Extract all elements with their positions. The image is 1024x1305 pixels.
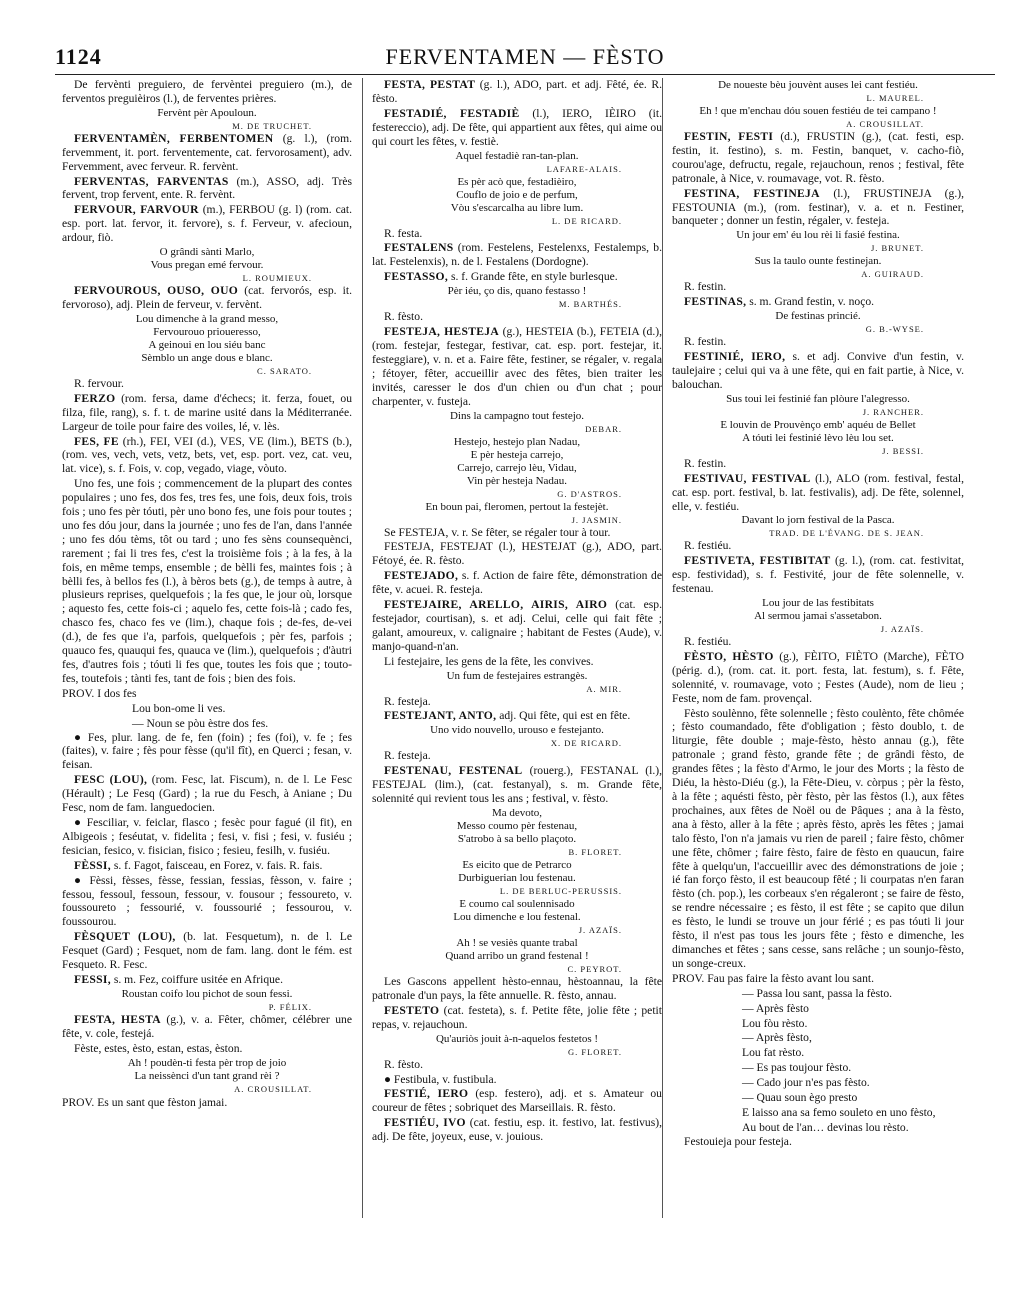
proverb-line: — Passa lou sant, passa la fèsto. <box>742 986 893 1000</box>
quote-line: E louvin de Prouvènço emb' aquéu de Bellet <box>720 418 916 431</box>
proverb-line: PROV. I dos fes <box>62 686 137 700</box>
headword: FERZO <box>74 391 116 405</box>
quote-author: L. DE BERLUC-PERUSSIS. <box>499 886 622 896</box>
entry-text: (d.), FRUSTIN (g.), (cat. festi, esp. festin, it. festino), s. m. Festin, banquet, v. cacho-fiò, courou'age, defructu, regale, rejauchoun, renos ; festival, fête patronale, à Nice, v. roumavage, vot. R. fèsto. <box>672 130 964 185</box>
quote-line: Messo coumo pèr festenau, <box>456 820 578 832</box>
entry-text: R. festa. <box>384 226 423 240</box>
quote-line: Pèr iéu, ço dis, quano festasso ! <box>447 285 587 298</box>
headword: FESSI, <box>74 972 111 986</box>
proverb-line: Au bout de l'an… devinas lou rèsto. <box>742 1120 909 1134</box>
entry-paragraph <box>372 598 662 654</box>
quotation <box>372 501 662 526</box>
quotation <box>372 150 662 175</box>
entry-text: R. festeja. <box>384 694 431 708</box>
quotation <box>372 410 662 435</box>
entry-paragraph <box>672 335 964 349</box>
quote-author: M. DE TRUCHET. <box>232 120 312 131</box>
quote-line: A geinoui en lou siéu banc <box>148 338 266 351</box>
entry-text: R. festin. <box>684 456 727 470</box>
quotation <box>672 419 964 457</box>
entry-text: (rom. fersa, dame d'échecs; it. ferza, fouet, ou filza, file, rang), s. f. t. de marine usité dans la Méditerranée. Largeur de toile pour faire des voiles, lé, v. lès. <box>62 391 352 433</box>
entry-paragraph <box>372 107 662 149</box>
headword: FESTASSO, <box>384 270 449 284</box>
proverb-line: — Après fèsto <box>742 1001 809 1015</box>
headword: FERVOUR, FARVOUR <box>74 203 199 217</box>
quotation <box>372 176 662 227</box>
quote-author: J. BRUNET. <box>870 243 924 254</box>
quote-line: Carrejo, carrejo lèu, Vidau, <box>457 461 577 474</box>
entry-text: R. festeja. <box>384 749 431 763</box>
headword: FESTEJADO, <box>384 569 459 583</box>
entry-text: Se FESTEJA, v. r. Se fêter, se régaler tour à tour. <box>384 525 611 539</box>
quotation <box>372 436 662 500</box>
entry-paragraph <box>372 540 662 568</box>
quote-line: Vin pèr hesteja Nadau. <box>466 474 568 487</box>
entry-paragraph <box>672 1135 964 1149</box>
entry-text: Fèsto soulènno, fête solennelle ; fèsto coulènto, fête chômée ; fèsto coumandado, fête d'obligation ; fèsto doublo, t. de liturgie, fête double ; maje-fèsto, hèsto annau (g.), fête patronale ; grand fèsto, grande fête ; de grândi fèsto, de grandes fêtes ; la fèsto d'Armo, le jour des Morts ; la fèsto de Diéu, la hèsto-Diéu (g.), la Fête-Dieu, v. còrpus ; pèr la fèsto, à la fête ; aquésti fèsto, pèr fèsto, pèr las fèstos (l.), aux fêtes prochaines, aux fêtes de Noël ou de Pâques ; ana à la fèsto, ana à fèsto, aller à la fête ; après fèsto, après les fêtes ; jamai talo fèsto, l'on n'a jamais vu rien de pareil ; faire fèsto, chômer une fête, chômer ; faire fèsto, faire de fèsto en quaucun, faire fête à quelqu'un, l'accueillir avec des démonstrations de joie ; ié fan forço fèsto, il est beaucoup fêté ; li courpatas n'en faran fèsto (ch. pop.), les corbeaux s'en régaleront ; se faire de fèsto, se rendre nécessaire ; es fèsto, il est fête ; se capito que dilun es fèsto, le lundi se trouve un jour férié ; es pas tóuti li jour fèsto, il n'est pas tous les jours fête ; fèsto e dimenche, les dimanches et fêtes ; sans cesse, sans relâche ; un sounjo-fèsto, un songe-creux. <box>672 706 964 970</box>
quotation <box>672 255 964 280</box>
entry-text: (cat. fervorós, esp. it. fervoroso), adj. Plein de ferveur, v. fervènt. <box>62 284 352 311</box>
entry-text: s. f. Fagot, faisceau, en Forez, v. fais. R. fais. <box>113 858 323 872</box>
entry-paragraph <box>62 203 352 245</box>
quote-line: Hestejo, hestejo plan Nadau, <box>453 435 581 448</box>
entry-paragraph <box>372 1087 662 1115</box>
quotation <box>672 105 964 130</box>
entry-text: s. f. Grande fête, en style burlesque. <box>450 270 618 284</box>
headword: FESTEJAIRE, ARELLO, AIRIS, AIRO <box>384 598 608 612</box>
entry-text: (g.), v. a. Fêter, chômer, célébrer une fête, v. cole, festejá. <box>62 1012 352 1040</box>
headword: FESTIN, FESTI <box>684 130 774 143</box>
quotation <box>372 724 662 749</box>
entry-paragraph <box>672 472 964 514</box>
quote-author: LAFARE-ALAIS. <box>546 163 622 174</box>
quote-author: G. D'ASTROS. <box>557 488 622 499</box>
entry-text: (l.), FRUSTINEJA (g.), FESTOUNIA (m.), (rom. festinar), v. a. et n. Festiner, banqueter ; donner un festin, régaler, v. festeja. <box>672 186 964 228</box>
entry-text: (cat. esp. festejador, courtisan), s. et adj. Celui, celle qui fait fête ; galant, amoureux, v. calignaire ; habitant de Festes (Aude), v. manjo-quand-n'an. <box>372 598 662 653</box>
quote-author: DEBAR. <box>585 423 622 434</box>
proverb-line: Lou fat rèsto. <box>742 1046 805 1060</box>
headword: FERVENTAS, FARVENTAS <box>74 174 229 188</box>
entry-paragraph <box>62 132 352 174</box>
page-number: 1124 <box>55 44 102 69</box>
entry-paragraph <box>62 175 352 203</box>
quote-line: O grândi sànti Marlo, <box>159 246 255 259</box>
quote-line: Al sermou jamai s'assetabon. <box>754 610 882 623</box>
quotation <box>672 393 964 418</box>
quote-author: B. FLORET. <box>568 847 622 857</box>
quotation <box>62 988 352 1013</box>
entry-paragraph <box>62 435 352 477</box>
entry-text: (cat. festeta), s. f. Petite fête, jolie fête ; petit repas, v. rejauchoun. <box>372 1003 662 1031</box>
quote-author: L. ROUMIEUX. <box>242 273 312 284</box>
headword: FERVOUROUS, OUSO, OUO <box>74 284 239 298</box>
entry-paragraph <box>672 457 964 471</box>
quote-author: J. RANCHER. <box>862 406 924 417</box>
quote-line: Lou dimenche e lou festenal. <box>453 911 581 923</box>
entry-text: (rh.), FEI, VEI (d.), VES, VE (lim.), BETS (b.), (rom. ves, vech, vets, vetz, bets, vet, esp. port. vez, cat. veu, lat. vice), s. f. Fois, v. cop, vegado, viage, vòuto. <box>62 434 352 476</box>
entry-paragraph <box>62 1042 352 1056</box>
entry-paragraph <box>62 78 352 106</box>
quote-line: Sèmblo un ange dous e blanc. <box>141 351 273 364</box>
entry-paragraph <box>672 650 964 706</box>
proverb-line: — Es pas toujour fèsto. <box>742 1061 852 1075</box>
entry-paragraph <box>672 187 964 229</box>
entry-paragraph <box>62 859 352 873</box>
quote-line: Sus la taulo ounte festinejan. <box>754 255 882 268</box>
entry-paragraph <box>372 310 662 324</box>
quotation <box>372 859 662 897</box>
column-1 <box>62 78 352 1290</box>
entry-text: R. fervour. <box>74 376 124 390</box>
entry-paragraph <box>62 816 352 858</box>
quote-line: Uno vido nouvello, urouso e festejanto. <box>430 724 604 737</box>
entry-paragraph <box>62 392 352 434</box>
entry-text: (l.), ALO (rom. festival, festal, cat. esp. port. festival, b. lat. festivalis), adj. De fête, solennel, elle, v. festiéu. <box>672 471 964 513</box>
entry-paragraph <box>372 764 662 806</box>
quote-line: De noueste bèu jouvènt auses lei cant festiéu. <box>718 79 918 91</box>
entry-paragraph <box>672 554 964 596</box>
entry-paragraph <box>62 874 352 930</box>
quote-line: Couflo de joio e de perfum, <box>456 188 578 201</box>
quotation <box>372 285 662 310</box>
quote-author: A. GUIRAUD. <box>861 269 924 280</box>
entry-paragraph <box>672 350 964 392</box>
quotation <box>672 514 964 539</box>
entry-text: adj. Qui fête, qui est en fête. <box>499 709 631 723</box>
proverb-line: — Cado jour n'es pas fèsto. <box>742 1076 870 1090</box>
entry-paragraph <box>62 1013 352 1041</box>
headword: FESTENAU, FESTENAL <box>384 764 523 778</box>
headword: FESTIÉ, IERO <box>384 1087 469 1101</box>
entry-paragraph <box>372 749 662 763</box>
page-header <box>55 44 995 76</box>
entry-text: (rouerg.), FESTANAL (l.), FESTEJAL (lim.), (cat. festanyal), s. m. Grande fête, solennité qui revient tous les ans ; festival, v. fèsto. <box>372 764 662 806</box>
quote-line: Un jour em' éu lou rèi li fasié festina. <box>736 229 900 242</box>
quote-line: Sus toui lei festinié fan plòure l'alegresso. <box>726 392 910 405</box>
quote-line: Es eicito que de Petrarco <box>462 859 572 871</box>
entry-paragraph <box>62 731 352 773</box>
quote-line: Davant lo jorn festival de la Pasca. <box>741 514 895 527</box>
entry-paragraph <box>372 78 662 106</box>
entry-paragraph <box>62 284 352 312</box>
headword: FESTA, HESTA <box>74 1012 161 1026</box>
quote-author: L. MAUREL. <box>866 93 924 103</box>
entry-paragraph <box>372 709 662 723</box>
quote-author: J. JASMIN. <box>571 514 622 525</box>
quote-line: Vòu s'escarcalha au libre lum. <box>450 201 584 214</box>
entry-paragraph <box>372 1116 662 1144</box>
quote-author: M. BARTHÉS. <box>558 299 622 310</box>
entry-paragraph <box>372 1004 662 1032</box>
proverb-block <box>672 972 964 1135</box>
entry-text: FESTEJA, FESTEJAT (l.), HESTEJAT (g.), ADO, part. Fétoyé, ée. R. fèsto. <box>372 540 662 568</box>
quote-line: En boun pai, fleromen, pertout la festejèt. <box>425 500 609 513</box>
quote-line: Ah ! poudèn-ti festa pèr trop de joio <box>127 1056 287 1069</box>
entry-paragraph <box>672 539 964 553</box>
quote-author: C. PEYROT. <box>567 964 622 974</box>
entry-text: (g.), FÈITO, FIÈTO (Marche), FÈTO (périg. d.), (rom. cat. it. port. festa, lat. festum), s. f. Fête, solennité, v. roumavage, voto ; Festes (Aude), nom de lieu ; Feste, nom de fam. provençal. <box>672 649 964 705</box>
entry-text: R. festin. <box>684 280 727 294</box>
quote-author: A. CROUSILLAT. <box>234 1083 312 1094</box>
quote-line: A tóuti lei festinié lèvo lèu lou set. <box>742 431 894 444</box>
entry-text: (m.), ASSO, adj. Très fervent, trop fervent, ente. R. fervènt. <box>62 174 352 202</box>
entry-paragraph <box>672 295 964 309</box>
entry-paragraph <box>672 130 964 186</box>
headword: FESC (LOU), <box>74 773 148 787</box>
entry-text: Li festejaire, les gens de la fête, les convives. <box>384 654 594 668</box>
quote-line: Quand arribo un grand festenal ! <box>445 950 589 962</box>
entry-text: ● Fes, plur. lang. de fe, fen (foin) ; fes (foi), v. fe ; fes (faites), v. faire ; fès pour fèsse (qu'il fît), en Querci ; fesan, v. feisan. <box>62 730 352 772</box>
entry-text: Fèste, estes, èsto, estan, estas, èston. <box>74 1041 243 1055</box>
quote-line: La neissènci d'un tant grand rèi ? <box>134 1069 280 1082</box>
headword: FERVENTAMÈN, FERBENTOMEN <box>74 131 274 145</box>
quote-author: C. SARATO. <box>257 365 312 376</box>
entry-text: Uno fes, une fois ; commencement de la plupart des contes populaires ; uno fes, dos fes, tres fes, une fois, deux fois, trois fois ; uno fes pèr tóuti, pèr uno bono fes, une fois pour toutes ; uno fes dóu jour, dans la journée ; uno fes de l'an, dans l'année ; uno fes dóu tèms, tôt ou tard ; uno fes sèns counsequènci, rarement ; fai li tres fes, c'est la troisième fois ; à la fes, à la fois, en même temps, ensemble ; de bèlli fes, maintes fois ; à bèlli fes, à bellos fes (l.), à bèros bets (g.), de temps à autre, à plusieurs reprises, quelquefois ; la fes que, le jour où, lorsque ; aquesto fes, cette fois-ci ; aquelo fes, cette fois-là ; cado fes, chasco fes, chaco fes ve (lim.), chaque fois ; de-fes, de-vei (d.), de fes que i'a, parfois, quelquefois ; pèr fes, parfois ; quauco fes, quauqui fes, quauca ve (lim.), quelquefois ; d'àutri fes, d'autres fois ; tóuti li fes que, toutes les fois que ; touto-fes, toutefois ; tànti fes, tant de fois ; bien des fois. <box>62 477 352 685</box>
quote-line: Dins la campagno tout festejo. <box>449 409 585 422</box>
headword: FESTEJANT, ANTO, <box>384 709 497 723</box>
quotation <box>62 1057 352 1095</box>
headword: FESTADIÉ, FESTADIÈ <box>384 106 520 120</box>
entry-text: (m.), FERBOU (g. l) (rom. cat. esp. port. lat. fervor, it. fervore), s. f. Ferveur, v. afecioun, ardour, fiò. <box>62 203 352 245</box>
entry-text: Les Gascons appellent hèsto-ennau, hèstoannau, la fête patronale d'un pays, la fête annuelle. R. fèsto, annau. <box>372 975 662 1002</box>
headword: FESTIÉU, IVO <box>384 1116 466 1130</box>
entry-text: R. fèsto. <box>384 310 423 324</box>
quote-line: Fervènt pèr Apouloun. <box>157 106 257 119</box>
column-2 <box>372 78 662 1290</box>
quote-line: Aquel festadiè ran-tan-plan. <box>455 149 579 162</box>
quote-line: Lou dimenche à la grand messo, <box>135 312 279 325</box>
entry-paragraph <box>372 569 662 597</box>
entry-text: R. festiéu. <box>684 635 732 649</box>
quote-author: X. DE RICARD. <box>550 738 622 749</box>
proverb-line: PROV. Fau pas faire la fèsto avant lou sant. <box>672 971 874 985</box>
quote-line: Fervourouo prioueresso, <box>153 325 261 338</box>
quotation <box>672 310 964 335</box>
entry-paragraph <box>672 280 964 294</box>
entry-paragraph <box>372 325 662 408</box>
entry-text: s. m. Fez, coiffure usitée en Afrique. <box>113 972 283 986</box>
quote-author: P. FÉLIX. <box>268 1001 312 1012</box>
quote-line: Vous pregan emé fervour. <box>150 259 264 272</box>
quotation <box>372 670 662 695</box>
entry-paragraph <box>672 707 964 971</box>
quote-line: Roustan coifo lou pichot de soun fessi. <box>121 987 293 1000</box>
entry-text: ● Fesciliar, v. feiclar, flasco ; fesèc pour fagué (il fit), en Albigeois ; feséutat, v. fidelita ; fesi, v. fisi ; fesi, v. fusiéu ; fesician, fesico, v. fisician, fisico ; fesieu, fesilh, v. fusiéu. <box>62 815 352 857</box>
quote-author: G. B.-WYSE. <box>865 324 924 335</box>
entry-paragraph <box>62 973 352 987</box>
proverb-block <box>62 1096 352 1110</box>
entry-paragraph <box>372 1073 662 1087</box>
proverb-block <box>62 687 352 731</box>
quote-line: De festinas princié. <box>775 310 861 323</box>
proverb-line: — Après fèsto, <box>742 1031 812 1045</box>
entry-text: ● Fèssi, fèsses, fèsse, fessian, fessias, fèsson, v. faire ; fessou, fessoul, fessoun, fessour, v. fousour ; fessoureto, v. foussoureto ; fessourié, v. foussourié ; fessourou, v. foussourou. <box>62 873 352 929</box>
quotation <box>372 807 662 858</box>
quote-author: A. CROUSILLAT. <box>846 119 924 129</box>
headword: FESTEJA, HESTEJA <box>384 325 500 339</box>
entry-text: Festouieja pour festeja. <box>684 1134 792 1148</box>
entry-paragraph <box>372 270 662 284</box>
entry-text: (rom. Festelens, Festelenxs, Festalemps, b. lat. Festelenxis), n. de l. Festalens (Dordogne). <box>372 241 662 269</box>
entry-text: (g. l.), (rom. cat. festivitat, esp. festividad), s. f. Festivité, jour de fête solennelle, v. festenau. <box>672 554 964 596</box>
quote-author: J. BESSI. <box>882 445 924 456</box>
headword: FES, FE <box>74 434 119 448</box>
entry-text: (g. l.), (rom. fervemment, it. port. ferventemente, cat. fervorosament), adv. Fervemment, avec ferveur. R. fervènt. <box>62 131 352 173</box>
entry-paragraph <box>62 773 352 815</box>
quotation <box>372 1033 662 1058</box>
quote-line: Ah ! se vesiès quante trabal <box>456 937 578 949</box>
entry-text: (l.), IERO, IÈIRO (it. festereccio), adj. De fête, qui appartient aux fêtes, qui aime ou qui court les fêtes, v. festiè. <box>372 106 662 148</box>
quote-line: Qu'auriòs jouit à-n-aquelos festetos ! <box>435 1032 599 1045</box>
headword: FÈSQUET (LOU), <box>74 930 176 944</box>
entry-paragraph <box>672 635 964 649</box>
entry-paragraph <box>62 930 352 972</box>
quotation <box>672 229 964 254</box>
quotation <box>672 597 964 635</box>
quote-line: S'atrobo à sa bello plaçoto. <box>457 833 577 845</box>
entry-text: s. m. Grand festin, v. noço. <box>749 295 875 309</box>
entry-paragraph <box>372 241 662 269</box>
quote-line: Un fum de festejaires estrangès. <box>446 669 588 682</box>
entry-text: R. festin. <box>684 335 727 349</box>
entry-text: (cat. festiu, esp. it. festivo, lat. festivus), adj. De fête, joyeux, euse, v. jouious. <box>372 1116 662 1144</box>
quotation <box>62 107 352 132</box>
entry-text: R. festiéu. <box>684 539 732 553</box>
headword: FÈSSI, <box>74 858 111 872</box>
quotation <box>372 898 662 936</box>
quote-line: Durbiguerian lou festenau. <box>458 872 576 884</box>
entry-text: ● Festibula, v. fustibula. <box>384 1072 497 1086</box>
entry-paragraph <box>372 526 662 540</box>
quote-author: L. DE RICARD. <box>551 215 622 226</box>
proverb-line: PROV. Es un sant que fèston jamai. <box>62 1095 228 1109</box>
proverb-line: — Quau soun ègo presto <box>742 1091 858 1105</box>
headword: FESTETO <box>384 1003 440 1017</box>
headword: FESTIVAU, FESTIVAL <box>684 471 811 485</box>
headword: FESTA, PESTAT <box>384 78 476 91</box>
running-head: FERVENTAMEN — FÈSTO <box>385 44 665 69</box>
entry-text: (g.), HESTEIA (b.), FETEIA (d.), (rom. festejar, festegar, festivar, cat. esp. port. festejar, it. festeggiare), v. n. et a. Faire fête, festiner, se régaler, v. regala ; fétoyer, fêter, accueillir avec des fêtes, bien traiter les invités, caresser le dos d'un chien ou d'un chat ; pour charpenter, v. fusteja. <box>372 325 662 408</box>
quotation <box>372 937 662 975</box>
quote-author: TRAD. DE L'ÉVANG. DE S. JEAN. <box>769 528 924 539</box>
entry-text: s. f. Action de faire fête, démonstration de fête, v. acuei. R. festeja. <box>372 569 662 597</box>
quote-author: A. MIR. <box>586 683 622 694</box>
entry-paragraph <box>62 377 352 391</box>
proverb-line: E laisso ana sa femo souleto en uno fèsto, <box>742 1105 936 1119</box>
quote-line: E pèr hesteja carrejo, <box>470 448 564 461</box>
entry-text: (g. l.), ADO, part. et adj. Fêté, ée. R. fèsto. <box>372 78 662 105</box>
column-3 <box>672 78 964 1290</box>
entry-paragraph <box>372 1058 662 1072</box>
entry-text: (esp. festero), adj. et s. Amateur ou coureur de fêtes ; sobriquet des Marseillais. R. fèsto. <box>372 1087 662 1115</box>
headword: FESTINAS, <box>684 295 747 309</box>
quote-line: Eh ! que m'enchau dóu souen festiéu de tei campano ! <box>699 105 937 117</box>
quote-author: J. AZAÏS. <box>578 925 622 935</box>
quote-line: Ma devoto, <box>491 807 543 819</box>
entry-paragraph <box>372 227 662 241</box>
proverb-line: Lou bon-ome li ves. <box>132 701 226 715</box>
quote-author: G. FLORET. <box>568 1046 622 1057</box>
headword: FESTINIÉ, IERO, <box>684 350 786 364</box>
entry-text: De fervènti preguiero, de fervèntei preguiero (m.), de ferventos preguièiros (l.), de ferventes prières. <box>62 78 352 105</box>
entry-paragraph <box>62 477 352 686</box>
headword: FESTALENS <box>384 241 454 255</box>
quotation <box>672 79 964 104</box>
header-rule <box>55 74 995 75</box>
proverb-line: — Noun se pòu èstre dos fes. <box>132 716 269 730</box>
entry-paragraph <box>372 975 662 1003</box>
entry-text: (b. lat. Fesquetum), n. de l. Le Fesquet (Gard) ; Fesquet, nom de fam. lang. dont le fém. est Fesqueto. R. Fesc. <box>62 930 352 972</box>
entry-paragraph <box>372 655 662 669</box>
entry-paragraph <box>372 695 662 709</box>
quote-line: Es pèr acò que, festadièiro, <box>457 175 577 188</box>
headword: FÈSTO, HÈSTO <box>684 649 774 663</box>
quote-line: Lou jour de las festibitats <box>762 597 874 610</box>
headword: FESTINA, FESTINEJA <box>684 186 820 200</box>
quote-author: J. AZAÏS. <box>880 624 924 635</box>
quotation <box>62 246 352 284</box>
quote-line: E coumo cal soulennisado <box>459 898 575 910</box>
proverb-line: Lou fòu rèsto. <box>742 1016 808 1030</box>
entry-text: s. et adj. Convive d'un festin, v. taulejaire ; celui qui va à une fête, qui en fait partie, à Nice, v. balouchan. <box>672 350 964 391</box>
quotation <box>62 313 352 377</box>
dictionary-columns <box>62 78 998 1290</box>
entry-text: R. fèsto. <box>384 1057 423 1071</box>
entry-text: (rom. Fesc, lat. Fiscum), n. de l. Le Fesc (Hérault) ; Le Fesq (Gard) ; la rue du Fesch, à Aniane ; Du Fesc, nom de fam. languedocien. <box>62 773 352 815</box>
headword: FESTIVETA, FESTIBITAT <box>684 554 831 568</box>
